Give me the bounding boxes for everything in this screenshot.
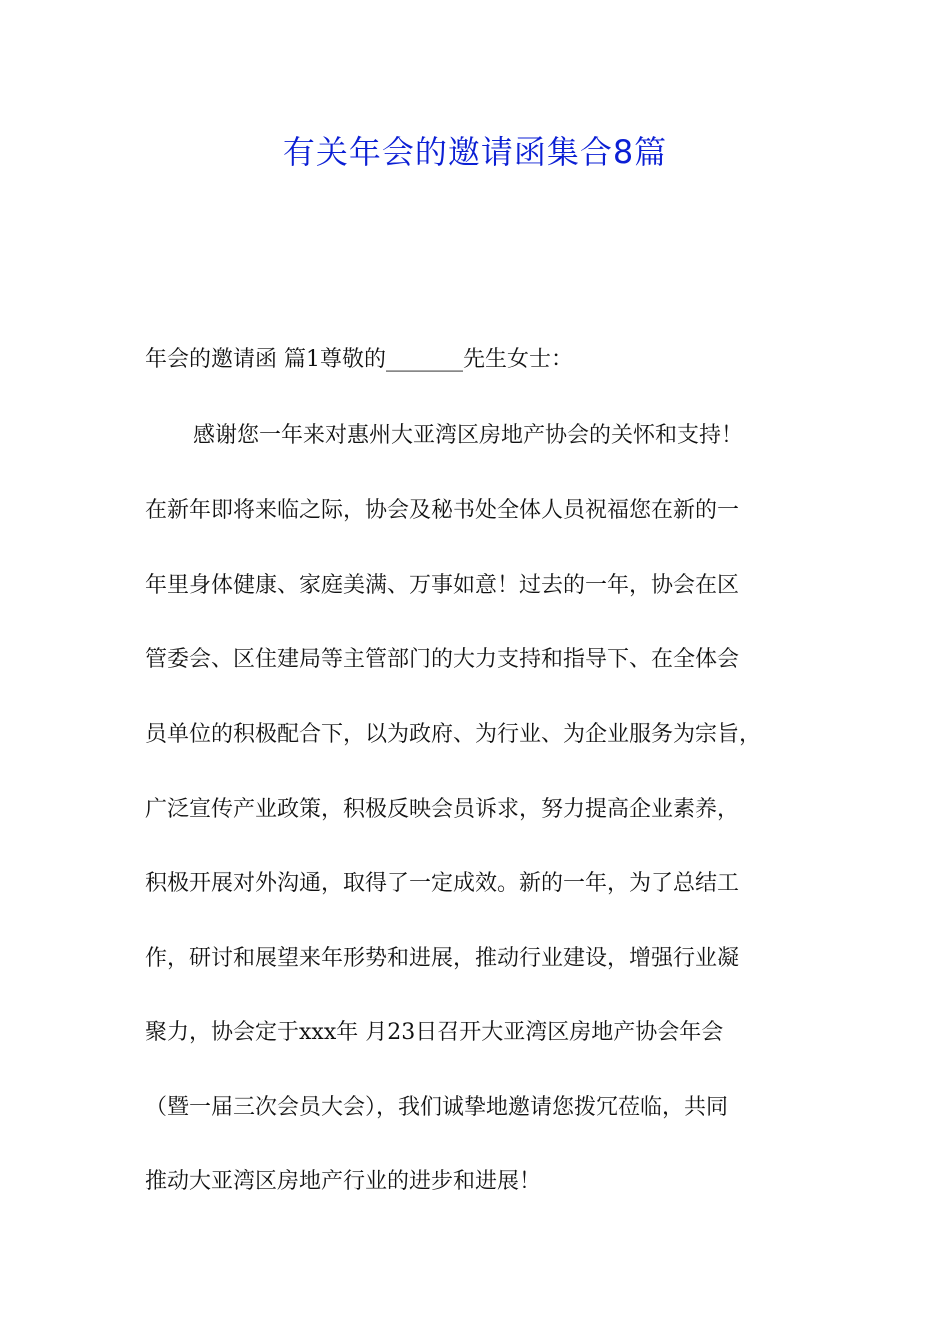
- paragraph-line: 作，研讨和展望来年形势和进展，推动行业建设，增强行业凝: [145, 946, 740, 971]
- paragraph-line: 在新年即将来临之际，协会及秘书处全体人员祝福您在新的一: [145, 498, 740, 523]
- paragraph-line: 广泛宣传产业政策，积极反映会员诉求，努力提高企业素养，: [145, 797, 740, 822]
- paragraph-line: 管委会、区住建局等主管部门的大力支持和指导下、在全体会: [145, 647, 740, 672]
- paragraph-line: 推动大亚湾区房地产行业的进步和进展！: [145, 1169, 542, 1194]
- paragraph-line: 年里身体健康、家庭美满、万事如意！过去的一年，协会在区: [145, 573, 740, 598]
- paragraph-line: （暨一届三次会员大会），我们诚挚地邀请您拨冗莅临，共同: [145, 1095, 729, 1120]
- salutation-line: 年会的邀请函 篇1尊敬的_______先生女士：: [145, 347, 573, 372]
- paragraph-line: 聚力，协会定于xxx年 月23日召开大亚湾区房地产协会年会: [145, 1020, 724, 1045]
- document-title: 有关年会的邀请函集合8篇: [282, 133, 668, 171]
- paragraph-line: 感谢您一年来对惠州大亚湾区房地产协会的关怀和支持！: [193, 423, 744, 448]
- paragraph-line: 积极开展对外沟通，取得了一定成效。新的一年，为了总结工: [145, 871, 740, 896]
- paragraph-line: 员单位的积极配合下，以为政府、为行业、为企业服务为宗旨，: [145, 722, 762, 747]
